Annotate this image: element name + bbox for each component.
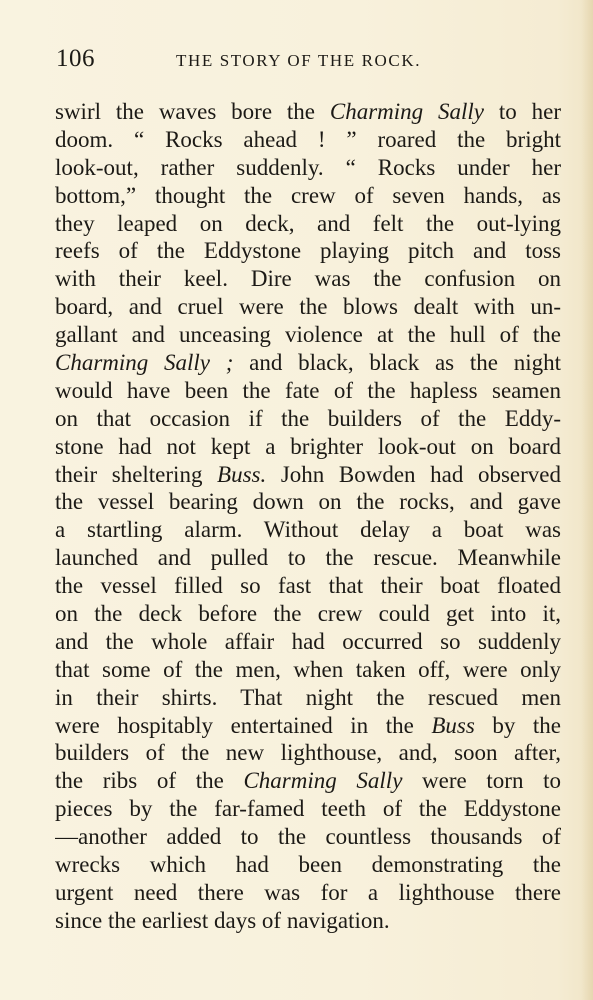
- body-text: [55, 98, 561, 935]
- text-line: [55, 712, 561, 740]
- text-line: [55, 544, 561, 572]
- text-segment: bottom,” thought the crew of seven hands, as: [55, 182, 561, 208]
- text-line: [55, 907, 561, 935]
- text-segment: and black, black as the night: [233, 350, 561, 376]
- text-segment: on the deck before the crew could get into it,: [55, 601, 561, 627]
- italic-text-segment: Charming Sally: [243, 768, 403, 794]
- text-line: [55, 795, 561, 823]
- page-edge-shadow: [581, 0, 593, 1000]
- text-line: [55, 879, 561, 907]
- text-segment: look-out, rather suddenly. “ Rocks under her: [55, 154, 561, 180]
- text-line: [55, 154, 561, 182]
- text-segment: urgent need there was for a lighthouse there: [55, 879, 561, 905]
- text-line: [55, 182, 561, 210]
- text-segment: the vessel filled so fast that their boat floated: [55, 573, 561, 599]
- text-segment: reefs of the Eddystone playing pitch and toss: [55, 238, 561, 264]
- text-segment: on that occasion if the builders of the Eddy-: [55, 405, 561, 431]
- text-segment: John Bowden had observed: [266, 461, 561, 487]
- text-segment: their sheltering: [55, 461, 218, 487]
- text-line: [55, 210, 561, 238]
- text-line: [55, 433, 561, 461]
- text-segment: in their shirts. That night the rescued men: [55, 684, 561, 710]
- text-line: [55, 739, 561, 767]
- text-line: [55, 767, 561, 795]
- italic-text-segment: Charming Sally ;: [55, 350, 234, 376]
- text-segment: swirl the waves bore the: [55, 99, 330, 124]
- text-line: [55, 321, 561, 349]
- text-line: [55, 656, 561, 684]
- text-line: [55, 293, 561, 321]
- text-segment: were torn to: [402, 768, 561, 794]
- text-line: [55, 823, 561, 851]
- text-segment: pieces by the far-famed teeth of the Eddystone: [55, 796, 561, 822]
- text-segment: with their keel. Dire was the confusion on: [55, 266, 561, 292]
- page-number: 106: [56, 45, 95, 72]
- text-line: [55, 237, 561, 265]
- text-line: [55, 851, 561, 879]
- text-segment: doom. “ Rocks ahead ! ” roared the bright: [55, 126, 561, 152]
- text-segment: by the: [474, 712, 561, 738]
- text-segment: and the whole affair had occurred so suddenly: [55, 628, 561, 654]
- text-segment: wrecks which had been demonstrating the: [55, 852, 561, 878]
- text-segment: that some of the men, when taken off, were only: [55, 656, 561, 682]
- text-line: [55, 265, 561, 293]
- text-line: [55, 628, 561, 656]
- text-line: [55, 488, 561, 516]
- text-line: [55, 377, 561, 405]
- text-segment: were hospitably entertained in the: [55, 712, 432, 738]
- text-line: [55, 126, 561, 154]
- text-line: [55, 461, 561, 489]
- text-segment: the ribs of the: [55, 768, 244, 794]
- text-line: [55, 349, 561, 377]
- italic-text-segment: Buss.: [217, 461, 267, 487]
- text-segment: they leaped on deck, and felt the out-lying: [55, 210, 561, 236]
- text-segment: builders of the new lighthouse, and, soon after,: [55, 740, 561, 766]
- text-line: [55, 684, 561, 712]
- text-segment: would have been the fate of the hapless seamen: [55, 377, 561, 403]
- text-line: [55, 572, 561, 600]
- text-segment: —another added to the countless thousands of: [55, 824, 561, 850]
- text-segment: the vessel bearing down on the rocks, and gave: [55, 489, 561, 515]
- text-line: [55, 98, 561, 126]
- text-segment: gallant and unceasing violence at the hull of the: [55, 322, 561, 348]
- running-head: [56, 44, 564, 74]
- text-segment: stone had not kept a brighter look-out on board: [55, 433, 561, 459]
- text-segment: since the earliest days of navigation.: [55, 907, 390, 933]
- text-segment: launched and pulled to the rescue. Meanwhile: [55, 545, 561, 571]
- text-line: [55, 405, 561, 433]
- italic-text-segment: Charming Sally: [329, 99, 485, 124]
- text-segment: to her: [484, 99, 561, 124]
- text-line: [55, 516, 561, 544]
- running-head-title: THE STORY OF THE ROCK.: [176, 51, 422, 70]
- text-segment: a startling alarm. Without delay a boat was: [55, 517, 561, 543]
- text-line: [55, 600, 561, 628]
- italic-text-segment: Buss: [431, 712, 475, 738]
- text-segment: board, and cruel were the blows dealt with un-: [55, 294, 561, 320]
